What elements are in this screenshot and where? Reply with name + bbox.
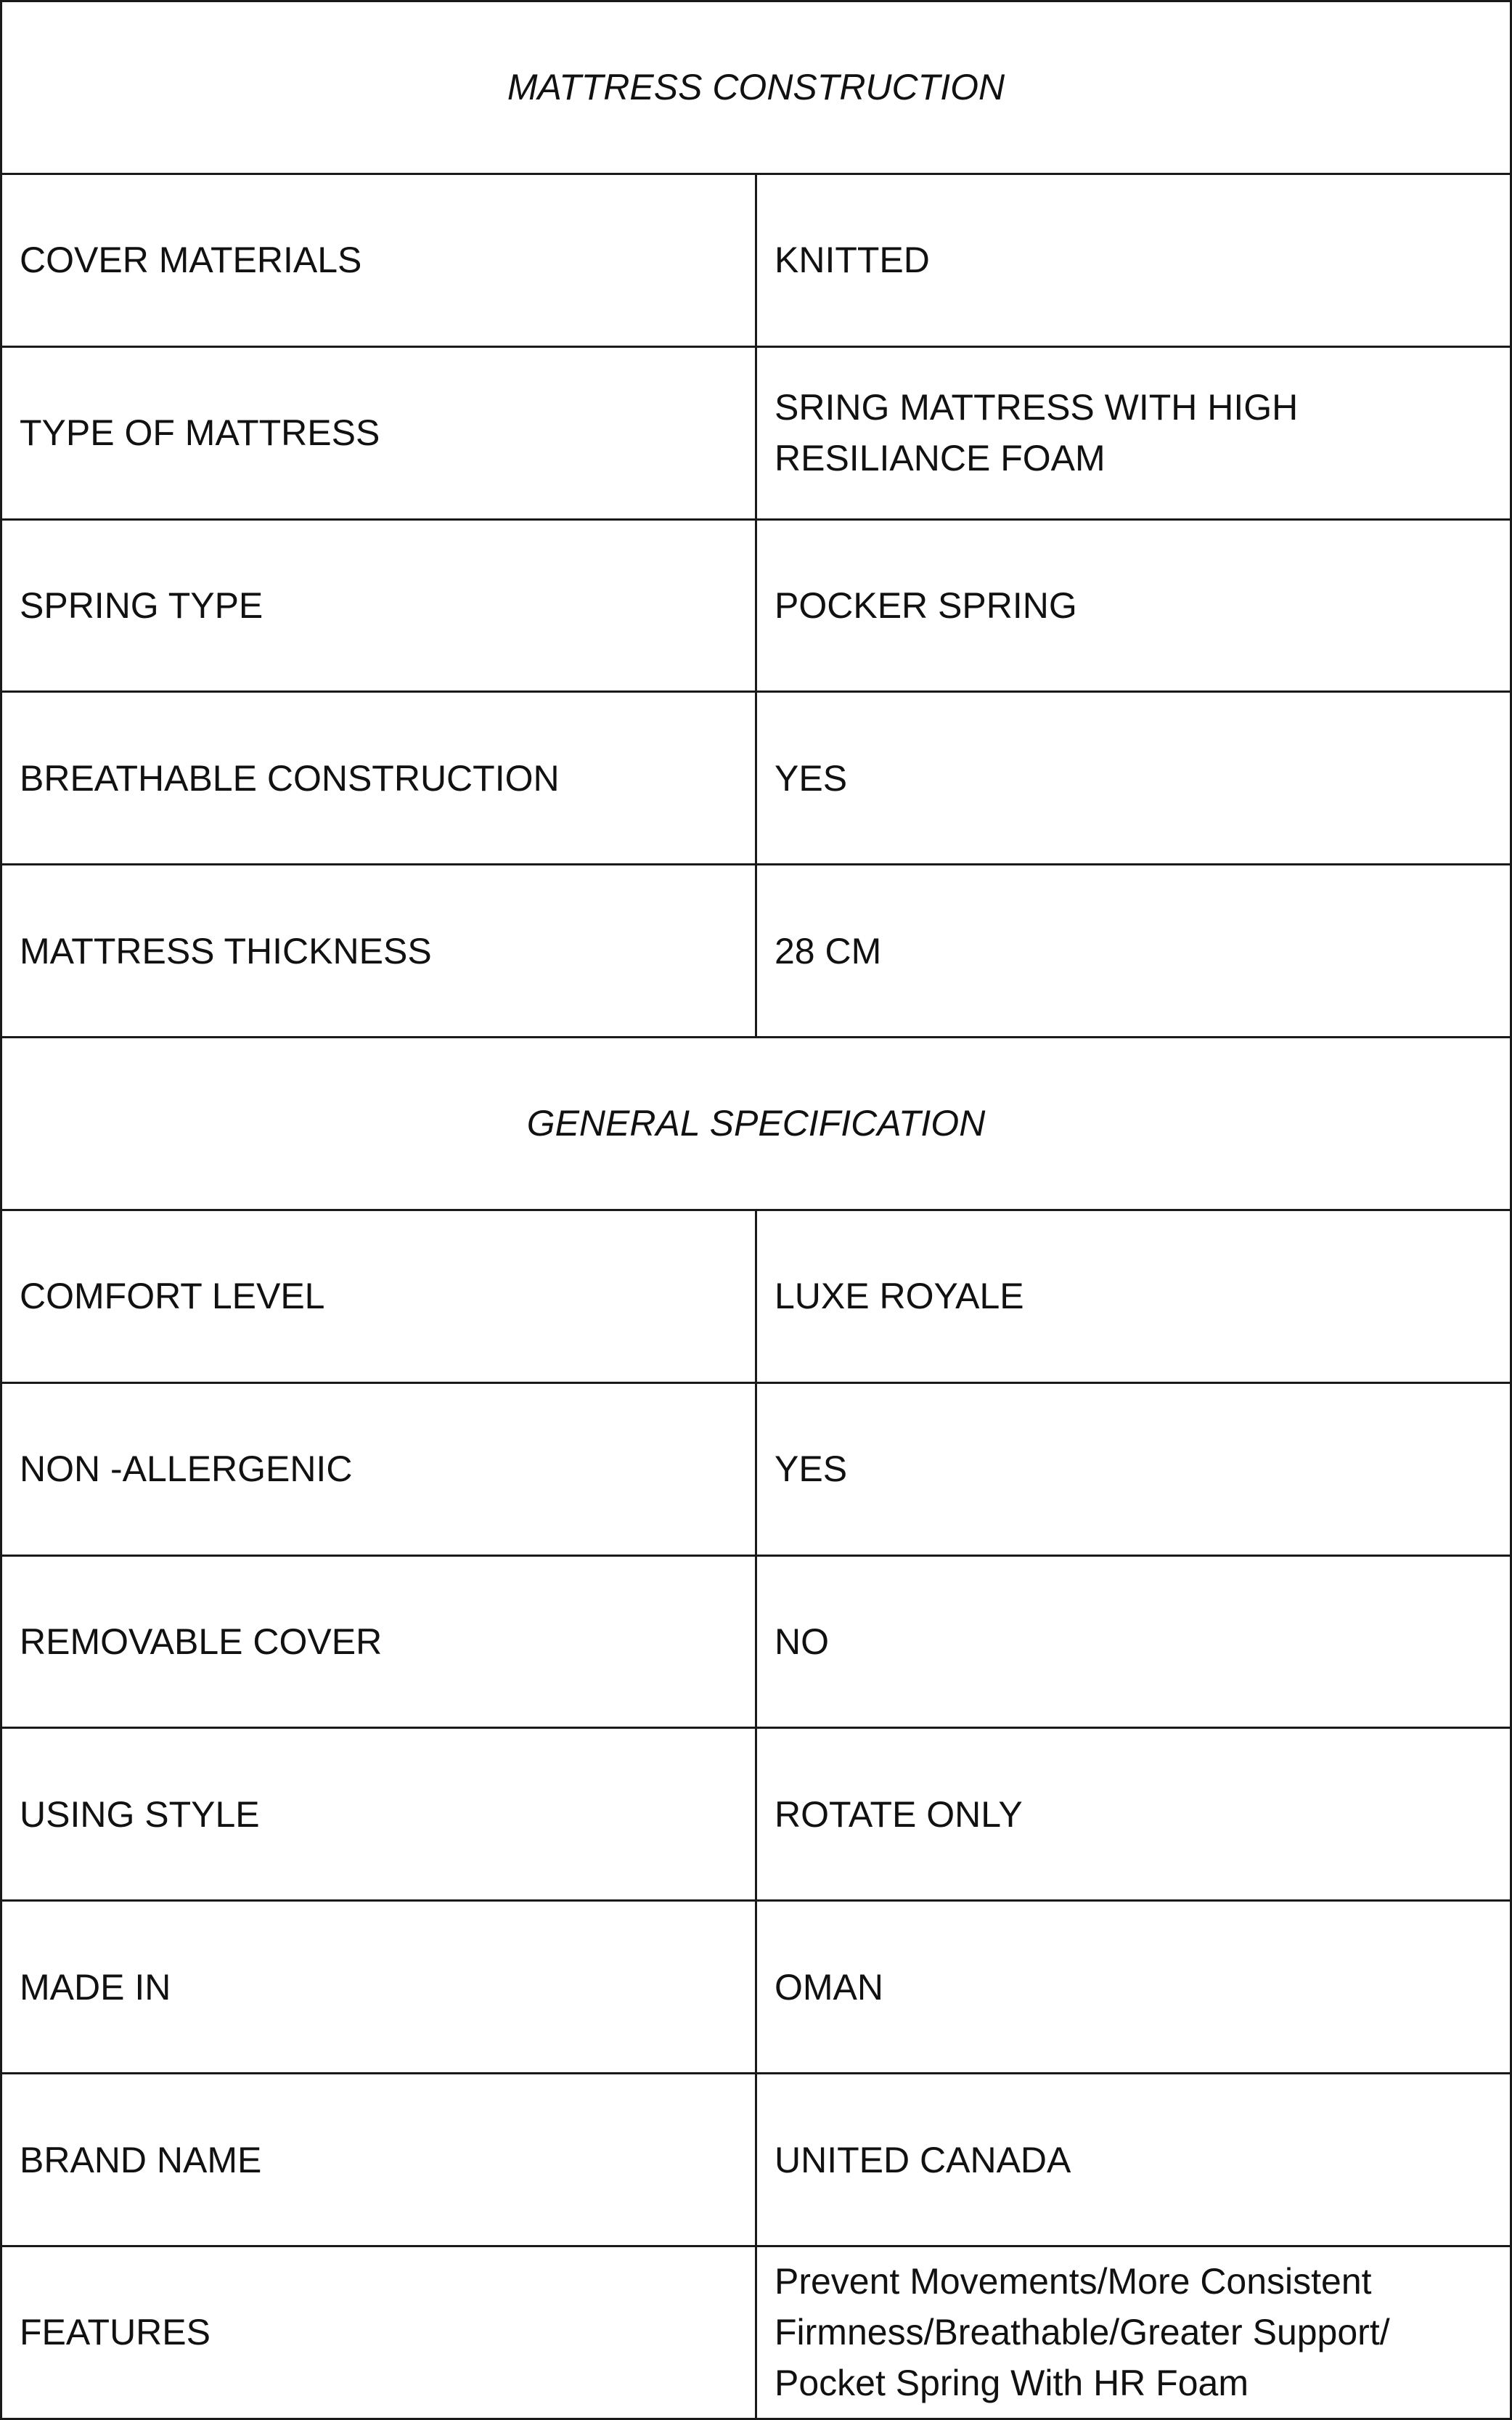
- row-value: KNITTED: [756, 174, 1511, 346]
- row-label: REMOVABLE COVER: [1, 1555, 756, 1728]
- row-value: SRING MATTRESS WITH HIGH RESILIANCE FOAM: [756, 346, 1511, 519]
- row-label: NON -ALLERGENIC: [1, 1382, 756, 1555]
- row-value: YES: [756, 692, 1511, 865]
- table-row: [1, 1382, 1511, 1555]
- row-value: YES: [756, 1382, 1511, 1555]
- table-row: [1, 346, 1511, 519]
- table-row: [1, 1728, 1511, 1901]
- row-label: FEATURES: [1, 2246, 756, 2419]
- row-value: POCKER SPRING: [756, 519, 1511, 692]
- row-label: MATTRESS THICKNESS: [1, 865, 756, 1038]
- table-row: [1, 1210, 1511, 1382]
- section-title-mattress-construction: MATTRESS CONSTRUCTION: [1, 1, 1511, 174]
- table-row: [1, 519, 1511, 692]
- table-row: [1, 1901, 1511, 2074]
- row-label: MADE IN: [1, 1901, 756, 2074]
- section-title-general-specification: GENERAL SPECIFICATION: [1, 1038, 1511, 1210]
- section-header-row: [1, 1, 1511, 174]
- row-label: BRAND NAME: [1, 2074, 756, 2246]
- row-label: BREATHABLE CONSTRUCTION: [1, 692, 756, 865]
- row-value: LUXE ROYALE: [756, 1210, 1511, 1382]
- table-row: [1, 174, 1511, 346]
- row-value: Prevent Movements/More Consistent Firmness/Breathable/Greater Support/ Pocket Spring With HR Foam: [756, 2246, 1511, 2419]
- row-value: ROTATE ONLY: [756, 1728, 1511, 1901]
- table-row: [1, 692, 1511, 865]
- table-row: [1, 2074, 1511, 2246]
- row-value: NO: [756, 1555, 1511, 1728]
- table-row: [1, 2246, 1511, 2419]
- row-label: SPRING TYPE: [1, 519, 756, 692]
- row-label: COMFORT LEVEL: [1, 1210, 756, 1382]
- row-value: OMAN: [756, 1901, 1511, 2074]
- row-label: USING STYLE: [1, 1728, 756, 1901]
- table-row: [1, 1555, 1511, 1728]
- spec-table-body: [1, 1, 1511, 2419]
- row-value: UNITED CANADA: [756, 2074, 1511, 2246]
- row-value: 28 CM: [756, 865, 1511, 1038]
- table-row: [1, 865, 1511, 1038]
- section-header-row: [1, 1038, 1511, 1210]
- row-label: TYPE OF MATTRESS: [1, 346, 756, 519]
- row-label: COVER MATERIALS: [1, 174, 756, 346]
